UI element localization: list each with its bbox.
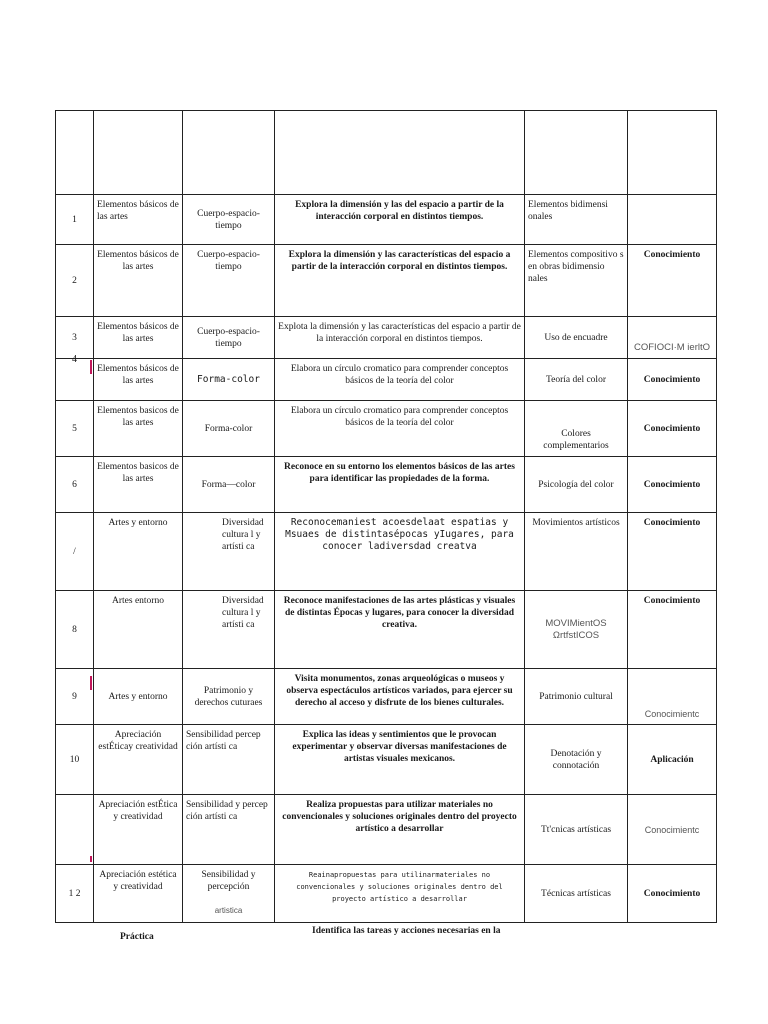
cell-theme: Forma-color <box>183 359 275 401</box>
table-row <box>56 513 717 591</box>
side-number: 4 <box>72 354 77 365</box>
cell-learning: Explora la dimensión y las características del espacio a partir de la interacción corporal en distintos tiempos. <box>275 245 525 317</box>
cell-content <box>525 195 628 245</box>
cell-type <box>628 195 717 245</box>
cell-learning: Reconoce manifestaciones de las artes plásticas y visuales de distintas Épocas y lugares, para conocer la diversidad creativa. <box>275 591 525 669</box>
table-row <box>56 669 717 725</box>
cell-learning: Realiza propuestas para utilizar materiales no convencionales y soluciones originales dentro del proyecto artístico a desarrollar <box>275 795 525 865</box>
cell-num: 5 <box>56 401 94 457</box>
cell-type: Conocimiento <box>628 245 717 317</box>
cell-learning: Explota la dimensión y las características del espacio a partir de la interacción corporal en distintos tiempos. <box>275 317 525 359</box>
cell-type: Conocimiento <box>628 457 717 513</box>
cell-content: Uso de encuadre <box>525 317 628 359</box>
cell-unit: Elementos básicos de las artes <box>94 317 183 359</box>
cell-unit: Elementos básicos de las artes <box>94 245 183 317</box>
cell-type <box>628 111 717 195</box>
cell-type: Conocimientc <box>628 795 717 865</box>
cell-content: MOVIMientOS ΩrtfstICOS <box>525 591 628 669</box>
cell-theme <box>183 795 275 865</box>
cell-type: Aplicación <box>628 725 717 795</box>
cell-content: Elementos compositivo s en obras bidimensio nales <box>525 245 628 317</box>
theme-text: Diversidad cultura l y artísti ca <box>222 518 264 552</box>
cell-num: 1 <box>56 195 94 245</box>
table-row <box>56 591 717 669</box>
cell-content <box>525 111 628 195</box>
content-text: Elementos bidimensi onales <box>528 200 608 222</box>
cell-learning <box>275 111 525 195</box>
cell-num: 8 <box>56 591 94 669</box>
cell-num: 6 <box>56 457 94 513</box>
cell-num <box>56 111 94 195</box>
cell-num: 2 <box>56 245 94 317</box>
cell-learning: Explica las ideas y sentimientos que le provocan experimentar y observar diversas manifestaciones de artistas visuales mexicanos. <box>275 725 525 795</box>
margin-mark <box>90 856 92 862</box>
cell-content: Tt'cnicas artísticas <box>525 795 628 865</box>
margin-mark <box>90 360 92 374</box>
cell-type: Conocimiento <box>628 865 717 923</box>
table-row <box>56 865 717 923</box>
cell-theme <box>183 591 275 669</box>
cell-type: Conocimientc <box>628 669 717 725</box>
cell-content: Patrimonio cultural <box>525 669 628 725</box>
table-row <box>56 245 717 317</box>
table-row <box>56 457 717 513</box>
cell-theme: Forma-color <box>183 401 275 457</box>
cell-learning: Reconoce en su entorno los elementos básicos de las artes para identificar las propiedades de la forma. <box>275 457 525 513</box>
cell-learning: Explora la dimensión y las del espacio a partir de la interacción corporal en distintos tiempos. <box>275 195 525 245</box>
table-row <box>56 795 717 865</box>
cell-unit: Apreciación estÉticay creatividad <box>94 725 183 795</box>
cell-content: Psicología del color <box>525 457 628 513</box>
cell-content: Colores complementarios <box>525 401 628 457</box>
cell-type: Conocimiento <box>628 591 717 669</box>
cell-num: 10 <box>56 725 94 795</box>
table-row <box>56 111 717 195</box>
table-row <box>56 359 717 401</box>
cell-content: Denotación y connotación <box>525 725 628 795</box>
cell-theme: Cuerpo-espacio-tiempo <box>183 195 275 245</box>
cell-learning: Visita monumentos, zonas arqueológicas o museos y observa espectáculos artísticos variados, para ejercer su derecho al acceso y disfrute de los bienes culturales. <box>275 669 525 725</box>
cell-unit: Artes y entorno <box>94 669 183 725</box>
cell-theme: Patrimonio y derechos cuturaes <box>183 669 275 725</box>
cell-theme: Forma—color <box>183 457 275 513</box>
cell-unit: Apreciación estética y creatividad <box>94 865 183 923</box>
footer-unit: Práctica <box>120 932 154 942</box>
theme-extra-text: artistica <box>214 906 243 915</box>
cell-learning: Reconocemaniest acoesdelaat espatias y Msuaes de distintasépocas yIugares, para conocer ladiversdad creatva <box>275 513 525 591</box>
cell-num: 9 <box>56 669 94 725</box>
theme-text: Sensibilidad y percep ción artísti ca <box>186 800 268 822</box>
cell-unit: Apreciación estÉtica y creatividad <box>94 795 183 865</box>
cell-num <box>56 795 94 865</box>
cell-unit: Elementos basicos de las artes <box>94 401 183 457</box>
cell-learning <box>275 865 525 923</box>
cell-theme <box>183 865 275 923</box>
footer-learning: Identifica las tareas y acciones necesarias en la <box>312 926 501 936</box>
cell-unit: Artes entorno <box>94 591 183 669</box>
margin-mark <box>90 676 92 690</box>
cell-learning: Elabora un círculo cromatico para comprender conceptos básicos de la teoría del color <box>275 359 525 401</box>
table-row <box>56 401 717 457</box>
curriculum-table <box>55 110 717 923</box>
cell-unit: Artes y entorno <box>94 513 183 591</box>
cell-theme <box>183 725 275 795</box>
cell-unit: Elementos basicos de las artes <box>94 457 183 513</box>
cell-learning: Elabora un círculo cromatico para comprender conceptos básicos de la teoría del color <box>275 401 525 457</box>
table-row <box>56 195 717 245</box>
cell-theme <box>183 513 275 591</box>
cell-type: Conocimiento <box>628 359 717 401</box>
theme-text: Diversidad cultura l y artísti ca <box>222 596 264 630</box>
cell-unit: Elementos básicos de las artes <box>94 359 183 401</box>
cell-num: / <box>56 513 94 591</box>
table-row <box>56 725 717 795</box>
cell-theme: Cuerpo-espacio-tiempo <box>183 317 275 359</box>
cell-unit <box>94 111 183 195</box>
cell-content: Teoría del color <box>525 359 628 401</box>
cell-num: 3 <box>56 317 94 359</box>
cell-unit: Elementos básicos de las artes <box>94 195 183 245</box>
cell-num: 1 2 <box>56 865 94 923</box>
cell-theme <box>183 111 275 195</box>
table-row <box>56 317 717 359</box>
learning-text: Reainapropuestas para utilinarmateriales no convencionales y soluciones originales dentro del proyecto artístico a desarrollar <box>296 871 503 903</box>
cell-type: Conocimiento <box>628 513 717 591</box>
theme-text: Sensibilidad percep ción artísti ca <box>186 730 261 752</box>
cell-content: Técnicas artísticas <box>525 865 628 923</box>
cell-content: Movimientos artísticos <box>525 513 628 591</box>
cell-theme: Cuerpo-espacio-tiempo <box>183 245 275 317</box>
cell-type: COFIOCI·M ierltO <box>628 317 717 359</box>
cell-type: Conocimiento <box>628 401 717 457</box>
theme-text: Sensibilidad y percepción <box>201 870 256 892</box>
